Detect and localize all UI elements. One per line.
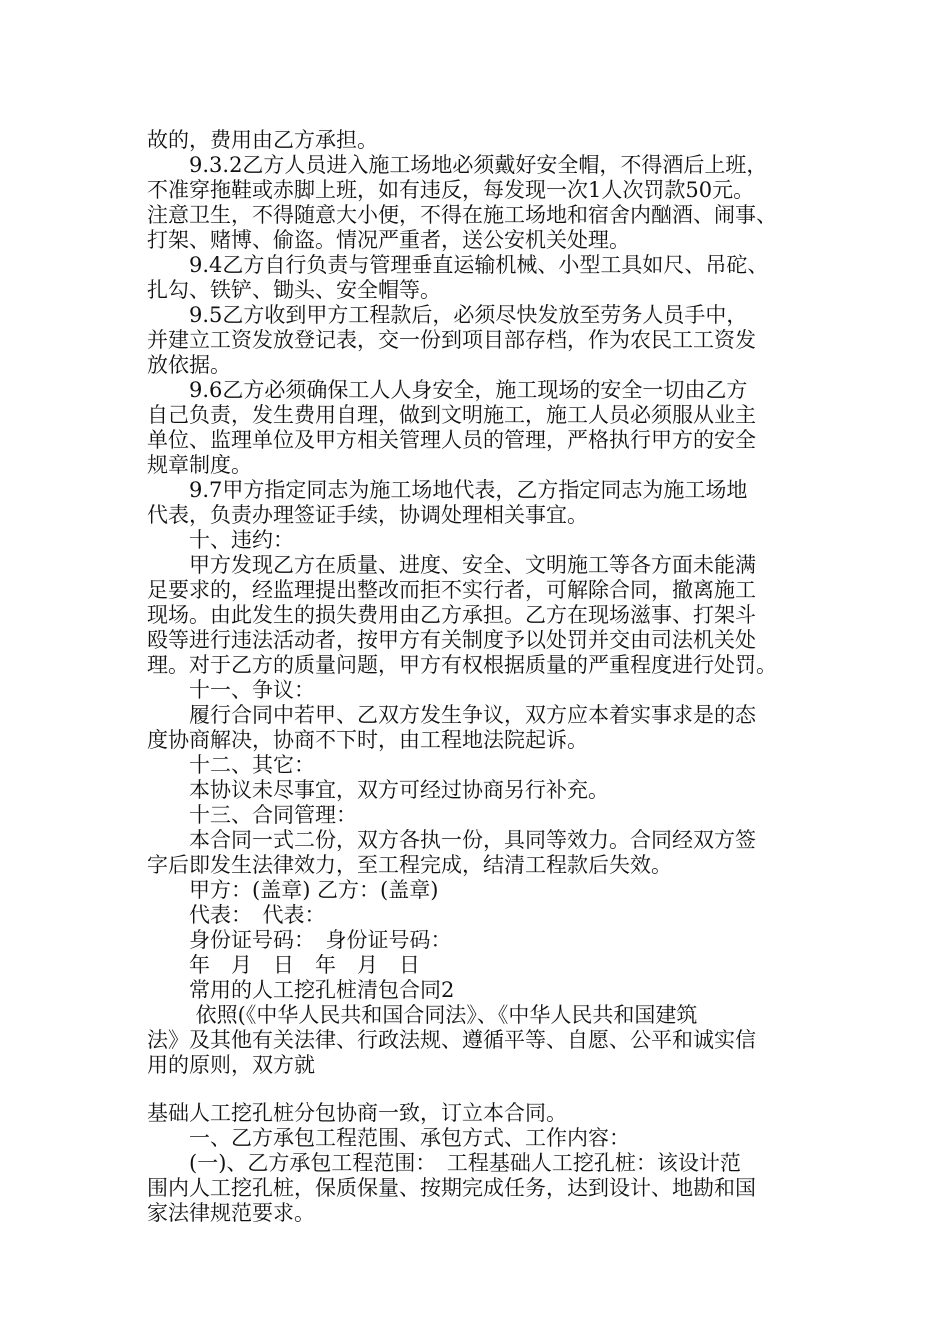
text-line: (一)、乙方承包工程范围： 工程基础人工挖孔桩：该设计范 [147,1151,741,1175]
text-line: 打架、赌博、偷盗。情况严重者，送公安机关处理。 [147,228,630,252]
signature-line: 代表： 代表： [147,903,326,927]
text-line: 扎勾、铁铲、锄头、安全帽等。 [147,278,441,302]
text-line: 本协议未尽事宜，双方可经过协商另行补充。 [147,778,609,802]
text-line: 殴等进行违法活动者，按甲方有关制度予以处罚并交由司法机关处 [147,628,756,652]
text-line: 理。对于乙方的质量问题，甲方有权根据质量的严重程度进行处罚。 [147,653,777,677]
text-line: 9.7甲方指定同志为施工场地代表，乙方指定同志为施工场地 [147,478,748,502]
text-line: 9.3.2乙方人员进入施工场地必须戴好安全帽，不得酒后上班， [147,153,768,177]
text-line: 不准穿拖鞋或赤脚上班，如有违反，每发现一次1人次罚款50元。 [147,178,755,202]
date-line: 年 月 日 年 月 日 [147,953,420,977]
text-line: 并建立工资发放登记表，交一份到项目部存档，作为农民工工资发 [147,328,756,352]
text-line: 代表，负责办理签证手续，协调处理相关事宜。 [147,503,588,527]
text-line: 围内人工挖孔桩，保质保量、按期完成任务，达到设计、地勘和国 [147,1176,756,1200]
text-line: 本合同一式二份，双方各执一份，具同等效力。合同经双方签 [147,828,756,852]
section-heading: 十三、合同管理： [147,803,357,827]
text-line: 9.4乙方自行负责与管理垂直运输机械、小型工具如尺、吊砣、 [147,253,769,277]
text-line: 字后即发生法律效力，至工程完成，结清工程款后失效。 [147,853,672,877]
text-line: 度协商解决，协商不下时，由工程地法院起诉。 [147,728,588,752]
text-line: 9.6乙方必须确保工人人身安全，施工现场的安全一切由乙方 [147,378,748,402]
section-heading: 一、乙方承包工程范围、承包方式、工作内容： [147,1126,630,1150]
text-line: 法》及其他有关法律、行政法规、遵循平等、自愿、公平和诚实信 [147,1028,756,1052]
section-heading: 十、违约： [147,528,294,552]
text-line: 单位、监理单位及甲方相关管理人员的管理，严格执行甲方的安全 [147,428,756,452]
text-line: 规章制度。 [147,453,252,477]
text-line: 依照(《中华人民共和国合同法》、《中华人民共和国建筑 [147,1003,698,1027]
text-line: 足要求的，经监理提出整改而拒不实行者，可解除合同，撤离施工 [147,578,756,602]
document-title: 常用的人工挖孔桩清包合同2 [147,978,455,1002]
text-line: 9.5乙方收到甲方工程款后，必须尽快发放至劳务人员手中， [147,303,748,327]
text-line: 基础人工挖孔桩分包协商一致，订立本合同。 [147,1101,567,1125]
text-line: 注意卫生，不得随意大小便，不得在施工场地和宿舍内酗酒、闹事、 [147,203,777,227]
text-line: 家法律规范要求。 [147,1201,315,1225]
text-line: 故的，费用由乙方承担。 [147,128,378,152]
signature-line: 身份证号码： 身份证号码： [147,928,452,952]
text-line: 现场。由此发生的损失费用由乙方承担。乙方在现场滋事、打架斗 [147,603,756,627]
text-line: 甲方发现乙方在质量、进度、安全、文明施工等各方面未能满 [147,553,756,577]
text-line: 放依据。 [147,353,231,377]
signature-line: 甲方：(盖章) 乙方：(盖章) [147,878,439,902]
text-line: 自己负责，发生费用自理，做到文明施工，施工人员必须服从业主 [147,403,756,427]
section-heading: 十一、争议： [147,678,315,702]
text-line: 用的原则，双方就 [147,1053,315,1077]
section-heading: 十二、其它： [147,753,315,777]
text-line: 履行合同中若甲、乙双方发生争议，双方应本着实事求是的态 [147,703,756,727]
